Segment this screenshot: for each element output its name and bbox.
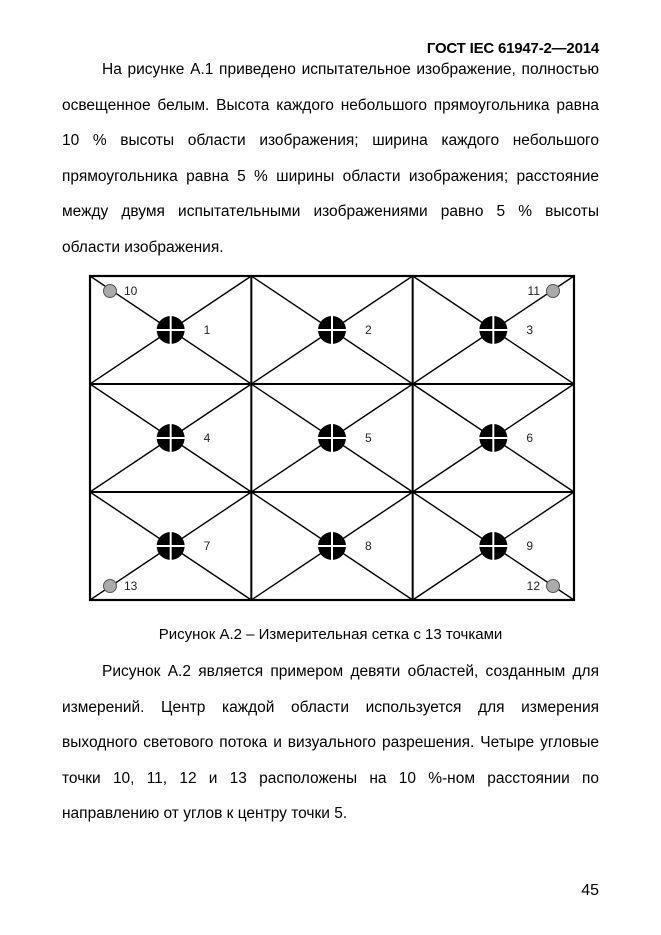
- measurement-point: [157, 316, 211, 344]
- paragraph-intro: На рисунке А.1 приведено испытательное изображение, полностью освещенное белым. Высота каждого небольшого прямоугольника равна 10 % высоты области изображения; ширина каждого небольшого прямоугольника равна 5 % ширины области изображения; расстояние между двумя испытательными изображениями равно 5 % высоты области изображения.: [62, 61, 599, 256]
- corner-point-label: 10: [124, 284, 138, 298]
- point-label: 6: [526, 431, 534, 445]
- point-label: 2: [365, 323, 372, 337]
- corner-point: [527, 579, 560, 593]
- point-label: 5: [365, 431, 372, 445]
- corner-point-label: 13: [124, 579, 138, 593]
- grid-markers: [104, 284, 560, 593]
- point-label: 3: [526, 323, 534, 337]
- point-label: 8: [365, 539, 372, 553]
- page-number: 45: [581, 882, 599, 899]
- measurement-point: [479, 316, 533, 344]
- measurement-point: [479, 532, 533, 560]
- measurement-point: [318, 316, 372, 344]
- measurement-point: [157, 532, 211, 560]
- point-label: 4: [203, 431, 211, 445]
- point-label: 1: [203, 323, 211, 337]
- document-code: ГОСТ IEC 61947-2—2014: [426, 40, 599, 57]
- measurement-point: [479, 424, 533, 452]
- paragraph-explanation: Рисунок А.2 является примером девяти областей, созданным для измерений. Центр каждой области используется для измерения выходного светового потока и визуального разрешения. Четыре угловые точки 10, 11, 12 и 13 расположены на 10 %-ном расстоянии по направлению от углов к центру точки 5.: [62, 663, 599, 822]
- point-label: 9: [526, 539, 534, 553]
- measurement-point: [157, 424, 211, 452]
- corner-point: [104, 579, 138, 593]
- point-label: 7: [203, 539, 211, 553]
- measurement-point: [318, 532, 372, 560]
- measurement-point: [318, 424, 372, 452]
- corner-point-label: 11: [527, 284, 540, 298]
- figure-caption: Рисунок А.2 – Измерительная сетка с 13 точками: [158, 626, 503, 643]
- corner-point-label: 12: [526, 579, 540, 593]
